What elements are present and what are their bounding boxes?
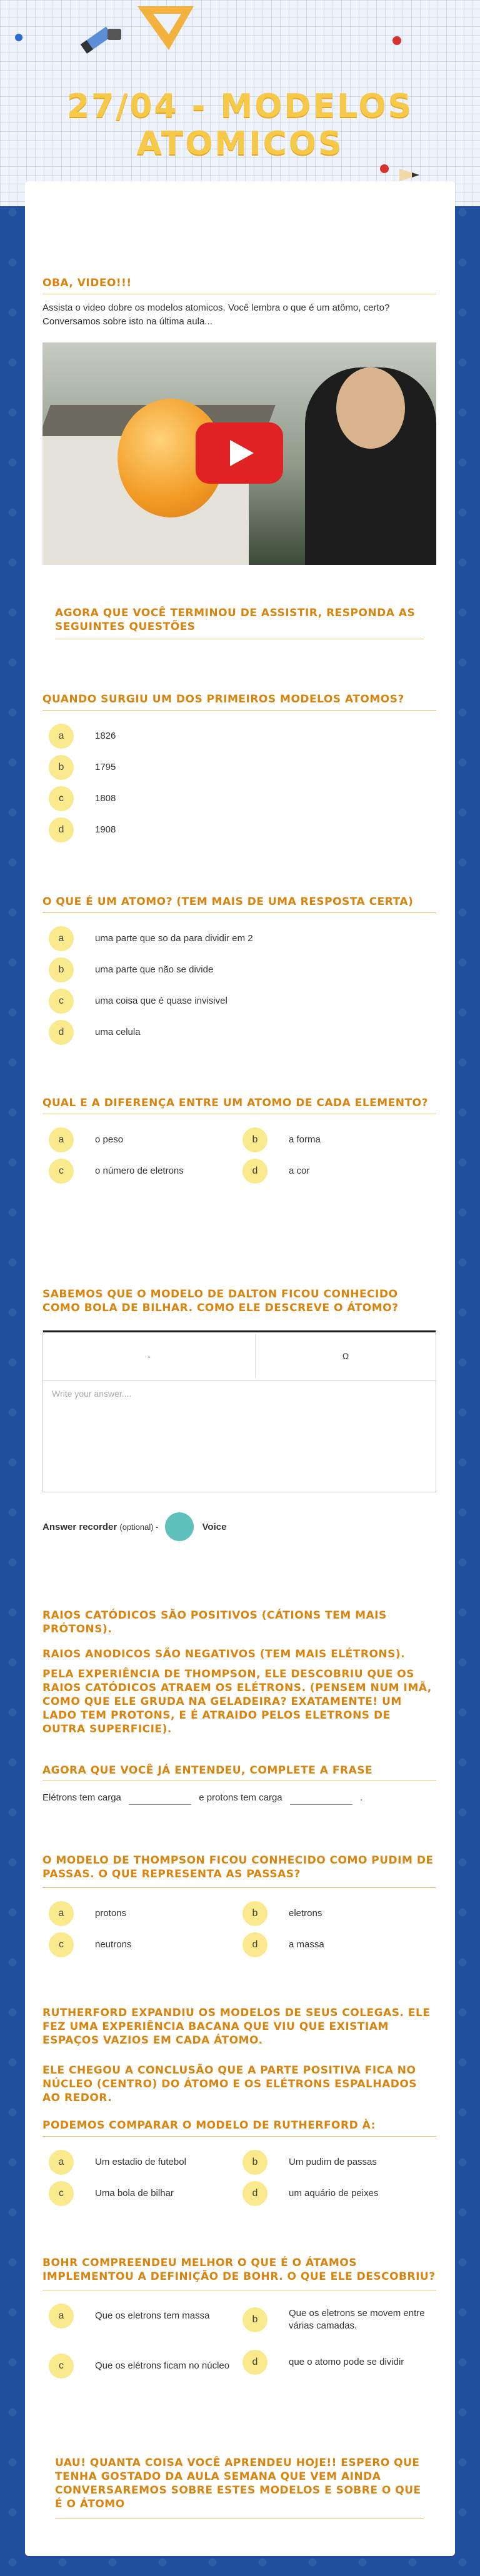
divider: [42, 710, 436, 711]
option-text: a massa: [289, 1939, 324, 1950]
option-text: Que os elétrons ficam no núcleo: [95, 2360, 230, 2371]
option-letter: a: [49, 724, 74, 749]
option-text: 1908: [95, 824, 116, 835]
blank-input-2[interactable]: [290, 1795, 352, 1805]
option-letter: b: [242, 2150, 268, 2175]
option-letter: d: [242, 2350, 268, 2375]
intro-heading: OBA, VIDEO!!!: [42, 277, 132, 289]
paint-dot-icon: [391, 34, 403, 47]
option-letter: a: [49, 2304, 74, 2329]
divider: [42, 2136, 436, 2137]
q6-option-c[interactable]: [49, 1932, 131, 1957]
youtube-play-icon[interactable]: [196, 422, 283, 484]
option-letter: d: [242, 1932, 268, 1957]
question-8-heading: BOHR COMPREENDEU MELHOR O QUE É O ÁTAMOS IMPLEMENTOU A DEFINIÇÃO DE BOHR. O QUE ELE DESCOBRIU?: [42, 2257, 436, 2283]
option-letter: b: [242, 1127, 268, 1152]
q7-option-b[interactable]: [242, 2150, 377, 2175]
question-3-heading: QUAL E A DIFERENÇA ENTRE UM ATOMO DE CADA ELEMENTO?: [42, 1097, 428, 1109]
option-text: 1795: [95, 762, 116, 772]
question-4-heading: SABEMOS QUE O MODELO DE DALTON FICOU CONHECIDO COMO BOLA DE BILHAR. COMO ELE DESCREVE O ÁTOMO?: [42, 1288, 399, 1314]
q3-option-d[interactable]: [242, 1159, 309, 1184]
question-6-heading: O MODELO DE THOMPSON FICOU CONHECIDO COMO PUDIM DE PASSAS. O QUE REPRESENTA AS PASSAS?: [42, 1854, 434, 1880]
option-letter: b: [242, 2307, 268, 2332]
after-video-heading: AGORA QUE VOCÊ TERMINOU DE ASSISTIR, RESPONDA AS SEGUINTES QUESTÕES: [55, 607, 416, 633]
option-letter: d: [242, 2181, 268, 2206]
answer-table: [42, 1330, 436, 1492]
q3-option-b[interactable]: [242, 1127, 321, 1152]
option-text: uma parte que so da para dividir em 2: [95, 933, 253, 944]
option-text: Uma bola de bilhar: [95, 2188, 174, 2199]
question-7-line-3: PODEMOS COMPARAR O MODELO DE RUTHERFORD À:: [42, 2119, 376, 2132]
page-title: 27/04 - MODELOS ATOMICOS: [66, 87, 414, 162]
option-text: que o atomo pode se dividir: [289, 2357, 404, 2367]
option-letter: d: [242, 1159, 268, 1184]
option-text: o peso: [95, 1134, 124, 1145]
option-letter: a: [49, 1127, 74, 1152]
blank-input-1[interactable]: [129, 1795, 191, 1805]
option-letter: b: [49, 957, 74, 982]
table-cell[interactable]: Ω: [342, 1351, 349, 1361]
lesson-card: [25, 181, 455, 2556]
sentence-part: Elétrons tem carga: [42, 1792, 121, 1803]
option-letter: c: [49, 1932, 74, 1957]
q6-option-b[interactable]: [242, 1901, 322, 1926]
q1-option-b[interactable]: [49, 755, 116, 780]
option-letter: a: [49, 926, 74, 951]
q6-option-a[interactable]: [49, 1901, 126, 1926]
option-text: a cor: [289, 1166, 310, 1176]
answer-textarea[interactable]: Write your answer....: [43, 1380, 436, 1492]
option-text: uma celula: [95, 1027, 141, 1037]
fill-in-sentence: [42, 1791, 430, 1805]
video-thumbnail-face: [336, 367, 405, 449]
q1-option-a[interactable]: [49, 724, 116, 749]
option-text: protons: [95, 1908, 127, 1919]
option-letter: a: [49, 2150, 74, 2175]
option-text: uma coisa que é quase invisivel: [95, 996, 228, 1006]
option-text: Um pudim de passas: [289, 2157, 377, 2167]
q8-option-a[interactable]: [49, 2304, 230, 2329]
video-player[interactable]: [42, 342, 436, 565]
option-text: neutrons: [95, 1939, 132, 1950]
voice-record-button[interactable]: [165, 1512, 194, 1541]
answer-recorder: [42, 1512, 226, 1541]
option-letter: c: [49, 989, 74, 1014]
q3-option-c[interactable]: [49, 1159, 184, 1184]
option-letter: c: [49, 2181, 74, 2206]
option-letter: c: [49, 2354, 74, 2379]
table-cell[interactable]: -: [43, 1334, 256, 1378]
option-text: eletrons: [289, 1908, 322, 1919]
option-text: Que os eletrons tem massa: [95, 2310, 210, 2321]
table-top-border: [43, 1330, 436, 1332]
option-letter: b: [242, 1901, 268, 1926]
closing-heading: UAU! QUANTA COISA VOCÊ APRENDEU HOJE!! ESPERO QUE TENHA GOSTADO DA AULA SEMANA QUE VEM AINDA CONVERSAREMOS SOBRE ESTES MODELOS E SOBRE O QUE É O ÁTOMO: [55, 2457, 421, 2510]
paint-dot-icon: [12, 31, 25, 44]
q2-option-b[interactable]: [49, 957, 213, 982]
option-letter: c: [49, 786, 74, 811]
option-text: uma parte que não se divide: [95, 964, 214, 975]
q1-option-c[interactable]: [49, 786, 116, 811]
q8-option-c[interactable]: [49, 2350, 230, 2382]
sentence-part: .: [359, 1792, 363, 1803]
q7-option-d[interactable]: [242, 2181, 378, 2206]
question-2-heading: O QUE É UM ATOMO? (TEM MAIS DE UMA RESPOSTA CERTA): [42, 896, 414, 908]
intro-text: Assista o video dobre os modelos atomicos. Você lembra o que é um atômo, certo? Conversamos sobre isto na última aula...: [42, 302, 390, 327]
option-letter: b: [49, 755, 74, 780]
q1-option-d[interactable]: [49, 817, 116, 842]
q7-option-c[interactable]: [49, 2181, 174, 2206]
q8-option-b[interactable]: [242, 2304, 430, 2336]
sentence-part: e protons tem carga: [199, 1792, 282, 1803]
header-banner: [0, 0, 480, 206]
option-letter: d: [49, 817, 74, 842]
q3-option-a[interactable]: [49, 1127, 123, 1152]
divider: [42, 1887, 436, 1888]
question-7-line-1: RUTHERFORD EXPANDIU OS MODELOS DE SEUS COLEGAS. ELE FEZ UMA EXPERIÊNCIA BACANA QUE VIU QUE EXISTIAM ESPAÇOS VAZIOS EM CADA ÁTOMO.: [42, 2007, 431, 2047]
option-text: a forma: [289, 1134, 321, 1145]
option-text: Que os eletrons se movem entre várias camadas.: [289, 2308, 425, 2331]
question-7-line-2: ELE CHEGOU A CONCLUSÃO QUE A PARTE POSITIVA FICA NO NÚCLEO (CENTRO) DO ÁTOMO E OS ELÉTRONS ESPALHADOS AO REDOR.: [42, 2064, 418, 2104]
option-text: 1826: [95, 731, 116, 741]
question-5-line-2: RAIOS ANODICOS SÃO NEGATIVOS (TEM MAIS ELÉTRONS).: [42, 1648, 406, 1660]
paint-dot-icon: [378, 162, 391, 175]
question-5-line-3: PELA EXPERIÊNCIA DE THOMPSON, ELE DESCOBRIU QUE OS RAIOS CATÓDICOS ATRAEM OS ELÉTRONS. (PENSEM NUM IMÃ, COMO QUE ELE GRUDA NA GELADEIRA? EXATAMENTE! UM LADO TEM PROTONS, E É ATRAIDO PELOS ELETRONS DE OUTRA SUPERFICIE).: [42, 1668, 432, 1735]
option-letter: c: [49, 1159, 74, 1184]
recorder-optional-label: (optional) -: [119, 1522, 159, 1532]
triangle-ruler-icon: [131, 0, 200, 56]
q2-option-c[interactable]: [49, 989, 228, 1014]
q8-option-d[interactable]: [242, 2350, 430, 2375]
question-5-line-4: AGORA QUE VOCÊ JÁ ENTENDEU, COMPLETE A FRASE: [42, 1764, 373, 1777]
question-1-heading: QUANDO SURGIU UM DOS PRIMEIROS MODELOS ATOMOS?: [42, 693, 404, 706]
option-text: Um estadio de futebol: [95, 2157, 186, 2167]
sharpener-icon: [105, 25, 124, 44]
q2-option-d[interactable]: [49, 1020, 141, 1045]
option-letter: a: [49, 1901, 74, 1926]
option-text: um aquário de peixes: [289, 2188, 379, 2199]
q6-option-d[interactable]: [242, 1932, 324, 1957]
voice-label: Voice: [202, 1521, 227, 1532]
option-text: 1808: [95, 793, 116, 804]
q7-option-a[interactable]: [49, 2150, 186, 2175]
q2-option-a[interactable]: [49, 926, 253, 951]
divider: [42, 912, 436, 913]
option-letter: d: [49, 1020, 74, 1045]
recorder-label: Answer recorder: [42, 1521, 118, 1532]
option-text: o número de eletrons: [95, 1166, 184, 1176]
question-5-line-1: RAIOS CATÓDICOS SÃO POSITIVOS (CÁTIONS TEM MAIS PRÓTONS).: [42, 1609, 387, 1635]
